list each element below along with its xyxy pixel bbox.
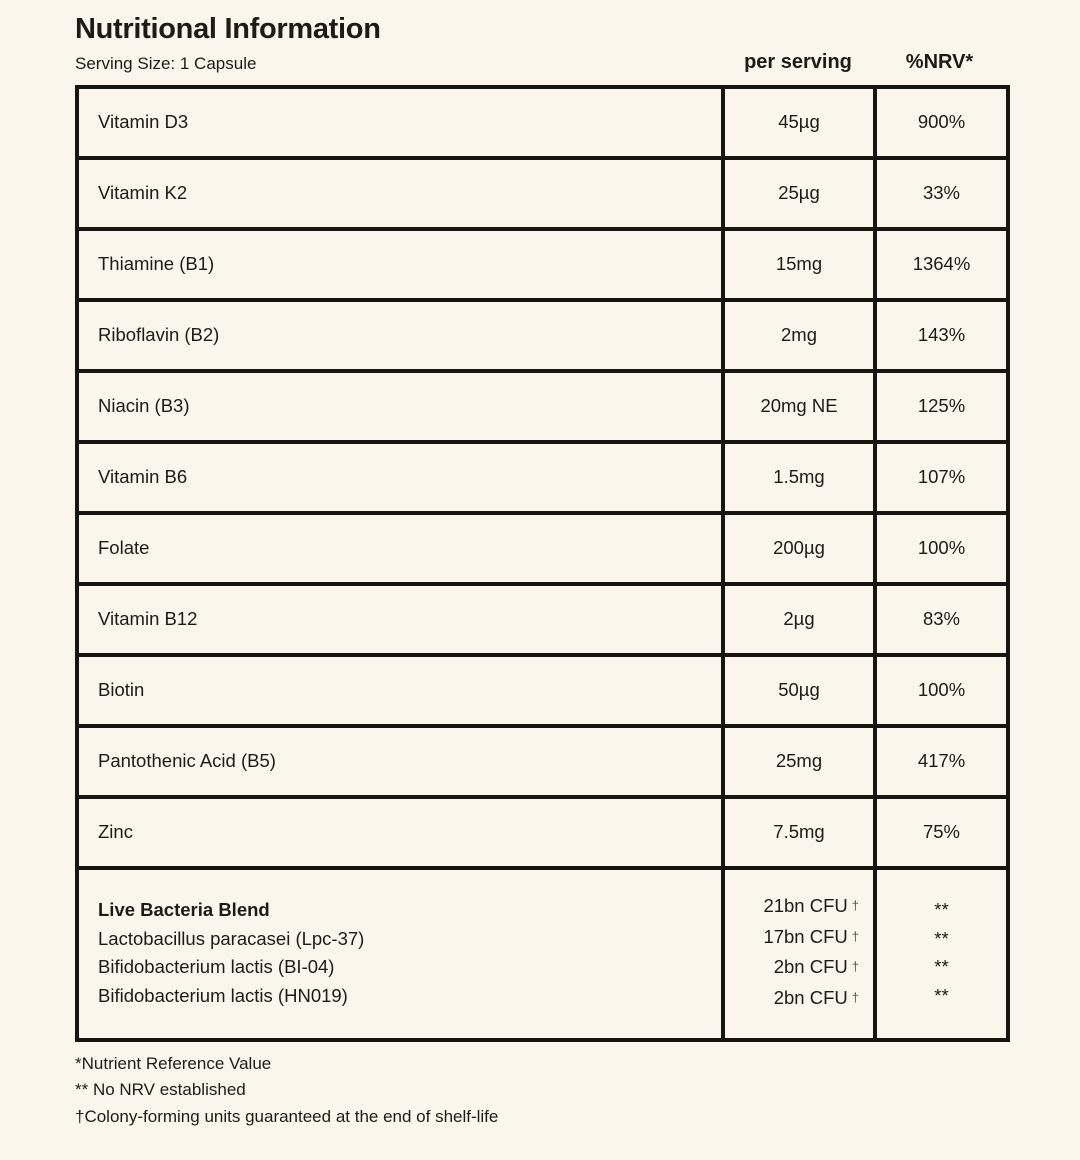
amount-text: 25µg (778, 182, 820, 204)
table-row (77, 584, 1008, 655)
nutrient-name-cell (77, 300, 723, 371)
nutrient-name: Vitamin K2 (98, 182, 188, 204)
footnote: ** No NRV established (75, 1080, 246, 1100)
amount-text: 7.5mg (773, 821, 825, 843)
dagger-symbol: † (851, 928, 859, 944)
nutrient-name: Lactobacillus paracasei (Lpc-37) (98, 927, 365, 949)
nutrient-name-cell (77, 229, 723, 300)
nrv-value: 75% (922, 821, 961, 843)
nutrient-name-cell (77, 87, 723, 158)
nutrition-table (75, 85, 1010, 1042)
nutrient-name: Bifidobacterium lactis (HN019) (98, 985, 348, 1007)
amount-text: 17bn CFU (763, 925, 848, 947)
footnote: †Colony-forming units guaranteed at the end of shelf-life (75, 1106, 499, 1126)
nrv-cell (875, 300, 1008, 371)
page-title: Nutritional Information (75, 13, 381, 45)
nutrient-name: Vitamin B6 (98, 466, 188, 488)
amount-cell (723, 584, 875, 655)
nrv-value: ** (934, 956, 949, 978)
amount-cell (723, 797, 875, 868)
amount-value (725, 984, 859, 1015)
nutrient-name: Vitamin D3 (98, 111, 189, 133)
table-row (77, 442, 1008, 513)
nutrient-name-cell (77, 442, 723, 513)
amount-text: 2bn CFU (773, 987, 848, 1009)
column-header-nrv: %NRV* (905, 50, 974, 73)
amount-cell (723, 158, 875, 229)
nrv-value: ** (934, 985, 949, 1007)
nutrient-name: Bifidobacterium lactis (BI-04) (98, 956, 335, 978)
nutrient-name-cell (77, 513, 723, 584)
amount-value (725, 111, 873, 133)
nrv-value: 1364% (912, 253, 971, 275)
amount-cell (723, 300, 875, 371)
nutrient-name-cell (77, 158, 723, 229)
nutrient-name-cell (77, 797, 723, 868)
amount-value (725, 750, 873, 772)
amount-text: 2bn CFU (773, 956, 848, 978)
amount-value (725, 821, 873, 843)
amount-value (725, 324, 873, 346)
amount-value (725, 537, 873, 559)
serving-size-label: Serving Size: 1 Capsule (75, 53, 257, 73)
nrv-value: 100% (917, 679, 966, 701)
column-header-per-serving: per serving (744, 50, 852, 73)
amount-text: 15mg (775, 253, 823, 275)
amount-value (725, 923, 859, 954)
amount-value (725, 395, 873, 417)
dagger-symbol: † (851, 897, 859, 913)
nrv-cell (875, 229, 1008, 300)
amount-value (725, 182, 873, 204)
nrv-value: 125% (917, 395, 966, 417)
footnote: *Nutrient Reference Value (75, 1053, 272, 1073)
amount-text: 2µg (783, 608, 815, 630)
nrv-value: ** (934, 898, 949, 920)
nutrient-name: Thiamine (B1) (98, 253, 215, 275)
nutrient-name: Pantothenic Acid (B5) (98, 750, 276, 772)
table-row (77, 868, 1008, 1040)
table-row (77, 726, 1008, 797)
amount-value (725, 679, 873, 701)
amount-value (725, 466, 873, 488)
amount-cell (723, 655, 875, 726)
amount-cell (723, 229, 875, 300)
nrv-cell (875, 868, 1008, 1040)
amount-text: 50µg (778, 679, 820, 701)
nutrient-name: Biotin (98, 679, 145, 701)
nutrient-name: Live Bacteria Blend (98, 898, 270, 920)
table-row (77, 655, 1008, 726)
nutrient-name-cell (77, 371, 723, 442)
nrv-value: 417% (917, 750, 966, 772)
amount-cell (723, 726, 875, 797)
amount-text: 21bn CFU (763, 894, 848, 916)
nutrient-name: Riboflavin (B2) (98, 324, 220, 346)
nrv-cell (875, 158, 1008, 229)
nutrient-name: Folate (98, 537, 150, 559)
amount-cell (723, 513, 875, 584)
amount-text: 25mg (775, 750, 823, 772)
nutrient-name: Vitamin B12 (98, 608, 198, 630)
amount-value (725, 953, 859, 984)
dagger-symbol: † (851, 990, 859, 1006)
table-row (77, 300, 1008, 371)
nrv-cell (875, 797, 1008, 868)
nrv-value: ** (934, 927, 949, 949)
nrv-cell (875, 371, 1008, 442)
nutrient-name-cell (77, 584, 723, 655)
nrv-cell (875, 87, 1008, 158)
amount-cell (723, 371, 875, 442)
table-row (77, 371, 1008, 442)
table-row (77, 87, 1008, 158)
amount-text: 45µg (778, 111, 820, 133)
amount-text: 2mg (781, 324, 817, 346)
nrv-value: 900% (917, 111, 966, 133)
nrv-value: 83% (922, 608, 961, 630)
nutrient-name-cell (77, 655, 723, 726)
table-row (77, 158, 1008, 229)
nutrient-name-cell (77, 868, 723, 1040)
table-row (77, 513, 1008, 584)
amount-value (725, 892, 859, 923)
nrv-cell (875, 584, 1008, 655)
nutrient-name-cell (77, 726, 723, 797)
nrv-cell (875, 513, 1008, 584)
dagger-symbol: † (851, 959, 859, 975)
amount-cell (723, 868, 875, 1040)
amount-cell (723, 442, 875, 513)
nrv-value: 143% (917, 324, 966, 346)
amount-text: 200µg (773, 537, 825, 559)
table-row (77, 229, 1008, 300)
nutrition-table-body (77, 87, 1008, 1040)
nutrient-name: Niacin (B3) (98, 395, 190, 417)
nutrient-name: Zinc (98, 821, 133, 843)
nrv-value: 33% (922, 182, 961, 204)
nrv-cell (875, 442, 1008, 513)
nrv-value: 107% (917, 466, 966, 488)
table-row (77, 797, 1008, 868)
nrv-value: 100% (917, 537, 966, 559)
amount-cell (723, 87, 875, 158)
nrv-cell (875, 726, 1008, 797)
subhead-row (75, 51, 1006, 75)
nrv-cell (875, 655, 1008, 726)
amount-text: 1.5mg (773, 466, 825, 488)
amount-text: 20mg NE (760, 395, 838, 417)
amount-value (725, 253, 873, 275)
amount-value (725, 608, 873, 630)
footnotes (75, 1051, 1080, 1131)
